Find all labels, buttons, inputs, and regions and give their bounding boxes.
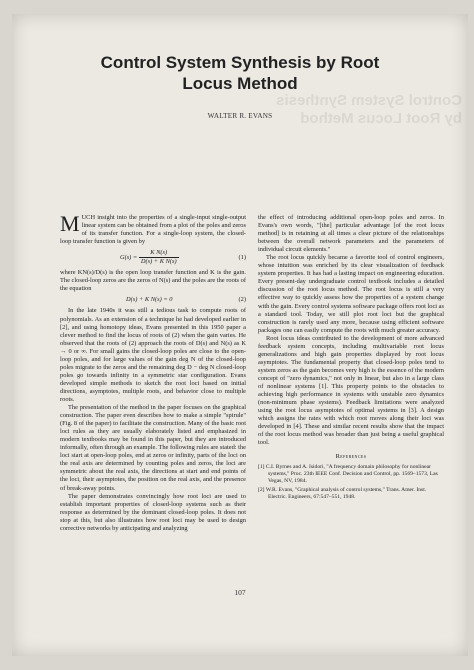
title-line-1: Control System Synthesis by Root <box>100 53 380 72</box>
journal-page <box>12 14 468 656</box>
eq2-tag: (2) <box>238 296 246 304</box>
left-column <box>60 211 246 533</box>
eq1-lhs: G(s) = <box>119 254 138 262</box>
paragraph: Root locus ideas contributed to the development of more advanced feedback system concepts, including multivariable root locus generalizations and high gain properties displayed by root locus asymptotes. The fundamental property that closed-loop poles tend to system zeros as the gain becomes very high is the essence of the modern concept of "zero dynamics," not only in linear, but also in a large class of nonlinear systems [1]. This property points to the obstacles to achieving high performance in systems with unstable zero dynamics (non-minimum phase systems). Feedback limitations were analyzed using the root locus asymptotes of optimal systems in [3]. A design which assigns the rates with which root moves along their loci was developed in [4]. These and similar recent results show that the impact of the root locus method was broader than just being a useful graphical tool. <box>258 334 444 447</box>
paragraph: In the late 1940s it was still a tedious task to compute roots of polynomials. As an extension of a technique he had developed earlier in [2], and using homotopy ideas, Evans presented in this 1950 paper a clever method to find the locus of roots of (2) when the gain varies. He observed that the roots of (2) approach the roots of D(s) and N(s) as K → 0 or ∞. For small gains the closed-loop poles are close to the open-loop poles, and for large values of the gain deg N of the closed-loop poles migrate to the zeros and the remaining deg D − deg N closed-loop poles go towards infinity in a symmetric star configuration. Evans developed simple methods to sketch the root loci based on initial directions, asymptotes, multiple roots, and behavior close to multiple roots. <box>60 307 246 403</box>
bleed-through-text: Control System Synthesis by Root Locus Method <box>276 92 462 127</box>
paragraph: The paper demonstrates convincingly how root loci are used to establish important properties of closed-loop systems such as their response as determined by the dominant closed-loop poles. It does not stop at this, but also illustrates how root loci may be used to design corrective networks by anticipating and analyzing <box>60 492 246 532</box>
references-heading: References <box>335 453 367 461</box>
eq1-tag: (1) <box>238 253 246 261</box>
reference-item: [2] W.R. Evans, "Graphical analysis of control systems," Trans. Amer. Inst. Electric. Engineers, 67:547–551, 1948. <box>258 487 427 501</box>
paragraph: MUCH insight into the properties of a single-input single-output linear system can be obtained from a plot of the poles and zeros of its transfer function. For a single-loop system, the closed-loop transfer function is given by <box>60 211 246 246</box>
paragraph: the effect of introducing additional open-loop poles and zeros. In Evans's own words, "[the] particular advantage [of the root locus method] is in retaining at all times a clear picture of the relationships between the overall network parameters and the parameters of individual circuit elements." <box>258 214 444 254</box>
right-column <box>258 214 444 503</box>
page-number: 107 <box>234 588 246 597</box>
paragraph: where KN(s)/D(s) is the open loop transfer function and K is the gain. The closed-loop zeros are the zeros of N(s) and the poles are the roots of the equation <box>60 269 246 293</box>
eq1-fraction: $\frac{\text{K N(s)}}{\text{D(s) + K N(s)}}$ <box>140 249 177 266</box>
drop-cap: M <box>60 211 80 236</box>
author-name: WALTER R. EVANS <box>207 112 273 120</box>
reference-item: [1] C.I. Byrnes and A. Isidori, "A frequency domain philosophy for nonlinear systems," Proc. 23th IEEE Conf. Decision and Control, pp. 1569–1573, Las Vegas, NV, 1984. <box>258 464 438 485</box>
article-title <box>12 52 468 94</box>
paragraph: The presentation of the method in the paper focuses on the graphical construction. The paper even describes how to make a simple "spirule" (Fig. 8 of the paper) to facilitate the construction. Many of the basic root loci rules as they are usually elaborately listed and emphasized in modern textbooks may be found in this paper, but they are introduced informally, often through an example. The following rules are stated: the loci start at open-loop poles, end at zeros or infinity, parts of the loci on the real axis are determined by counting poles and zeros, the loci are symmetric about the real axis, the directions at start and end points of the loci, their asymptotes, the position on the real axis, and the presence of break-away points. <box>60 404 246 492</box>
equation-1 <box>60 249 246 266</box>
equation-2: D(s) + K N(s) = 0 (2) <box>126 296 246 304</box>
paragraph: The root locus quickly became a favorite tool of control engineers, whose intuition was enriched by its clear visualization of feedback system properties. It has had a lasting impact on engineering education. Every present-day undergraduate control textbook includes a detailed discussion of the root locus method. The root locus is still a very effective way to quickly assess how the properties of a system change with the gain. Every control systems software package offers root loci as a standard tool. Today, we still plot root loci but the graphical construction is rarely used any more, because using efficient software packages one can easily compute the roots with much greater accuracy. <box>258 254 444 334</box>
title-line-2: Locus Method <box>182 74 298 93</box>
